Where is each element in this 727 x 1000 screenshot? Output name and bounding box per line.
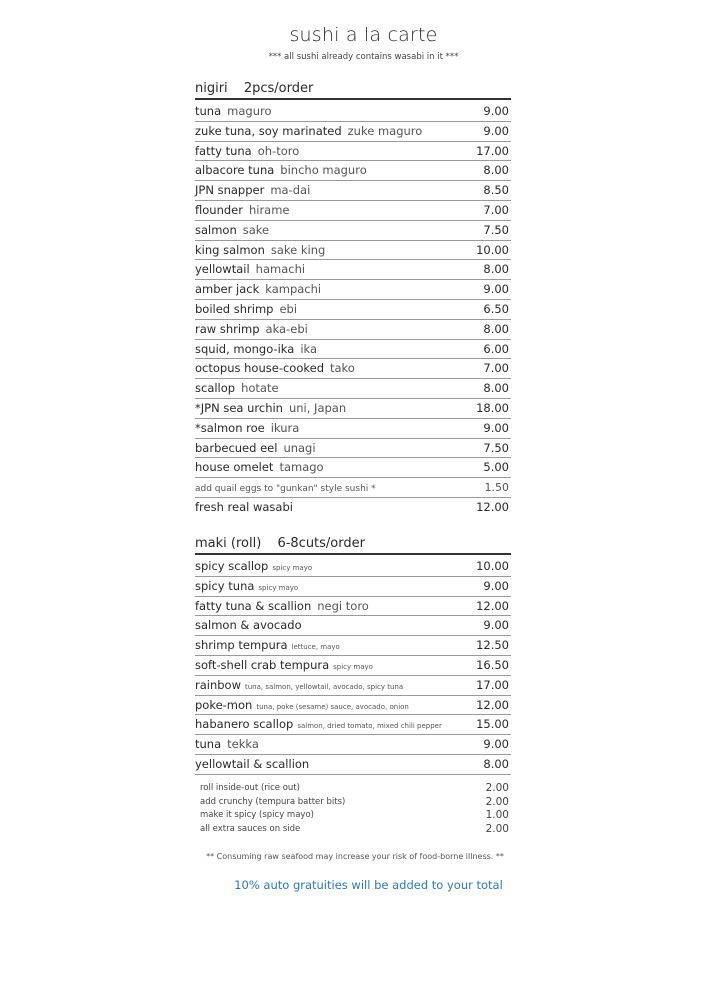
nigiri-item-name xyxy=(195,102,272,121)
nigiri-item-price: 8.00 xyxy=(483,321,509,336)
nigiri-item-price: 7.50 xyxy=(483,222,509,237)
nigiri-item-name xyxy=(195,458,324,477)
maki-item-price: 9.00 xyxy=(483,578,509,593)
maki-item-label: habanero scallop xyxy=(195,717,294,732)
nigiri-item-row xyxy=(195,280,511,300)
nigiri-item-price: 18.00 xyxy=(476,400,509,415)
maki-item-row xyxy=(195,676,511,696)
maki-item-name xyxy=(195,557,312,578)
nigiri-item-japanese-name: kampachi xyxy=(265,282,322,297)
nigiri-item-japanese-name: aka-ebi xyxy=(265,321,308,336)
nigiri-item-label: squid, mongo-ika xyxy=(195,341,295,356)
nigiri-item-label: yellowtail xyxy=(195,262,250,277)
maki-item-row xyxy=(195,696,511,716)
gratuity-notice: 10% auto gratuities will be added to your total xyxy=(234,878,503,892)
nigiri-heading xyxy=(195,80,511,100)
nigiri-item-name xyxy=(195,181,310,200)
maki-item-row xyxy=(195,557,511,577)
nigiri-heading-label: nigiri xyxy=(195,81,228,96)
maki-item-description: spicy mayo xyxy=(333,662,373,671)
maki-item-label: salmon & avocado xyxy=(195,618,302,633)
nigiri-item-name xyxy=(195,280,321,299)
nigiri-item-japanese-name: ikura xyxy=(270,420,300,435)
maki-item-price: 8.00 xyxy=(483,756,509,771)
quail-egg-price: 1.50 xyxy=(484,481,509,495)
maki-item-label: poke-mon xyxy=(195,697,253,712)
maki-item-description: tuna, salmon, yellowtail, avocado, spicy tuna xyxy=(245,682,404,691)
nigiri-item-name xyxy=(195,300,297,319)
nigiri-item-price: 8.00 xyxy=(483,262,509,277)
nigiri-item-price: 9.00 xyxy=(483,123,509,138)
maki-item-name xyxy=(195,735,259,754)
nigiri-item-japanese-name: hotate xyxy=(241,381,279,396)
maki-item-description: spicy mayo xyxy=(258,583,299,592)
maki-item-row xyxy=(195,636,511,656)
nigiri-item-japanese-name: zuke maguro xyxy=(347,123,423,138)
nigiri-item-japanese-name: sake king xyxy=(270,242,326,257)
nigiri-item-name xyxy=(195,419,299,438)
nigiri-item-japanese-name: sake xyxy=(242,222,270,237)
maki-item-description: salmon, dried tomato, mixed chili pepper xyxy=(297,722,442,731)
nigiri-item-name xyxy=(195,359,355,378)
nigiri-section xyxy=(195,80,511,518)
nigiri-item-japanese-name: ebi xyxy=(279,301,298,316)
maki-item-price: 9.00 xyxy=(483,618,509,633)
maki-item-price: 12.00 xyxy=(476,697,509,712)
extra-option-label: add crunchy (tempura batter bits) xyxy=(200,796,346,807)
nigiri-item-row xyxy=(195,122,511,142)
nigiri-item-label: *JPN sea urchin xyxy=(195,400,283,415)
nigiri-item-row xyxy=(195,161,511,181)
maki-item-japanese-name: negi toro xyxy=(317,598,369,613)
nigiri-item-name xyxy=(195,439,316,458)
nigiri-item-japanese-name: tamago xyxy=(279,460,324,475)
nigiri-item-name xyxy=(195,241,325,260)
extra-option-price: 2.00 xyxy=(485,782,509,794)
maki-item-row xyxy=(195,616,511,636)
nigiri-item-row xyxy=(195,260,511,280)
nigiri-item-price: 6.00 xyxy=(483,341,509,356)
nigiri-item-label: JPN snapper xyxy=(195,183,265,198)
nigiri-item-row xyxy=(195,359,511,379)
nigiri-item-name xyxy=(195,260,305,279)
maki-item-name xyxy=(195,577,298,598)
maki-item-row xyxy=(195,597,511,617)
extra-option-price: 2.00 xyxy=(485,795,509,808)
maki-item-row xyxy=(195,735,511,755)
extra-option-label: make it spicy (spicy mayo) xyxy=(200,810,314,820)
maki-item-name xyxy=(195,715,442,736)
extra-option-row xyxy=(200,823,511,837)
maki-per-order: 6-8cuts/order xyxy=(277,536,365,551)
nigiri-item-name xyxy=(195,201,290,220)
maki-item-description: lettuce, mayo xyxy=(291,643,340,652)
nigiri-item-row xyxy=(195,142,511,162)
maki-item-label: spicy tuna xyxy=(195,578,255,593)
nigiri-item-price: 17.00 xyxy=(476,143,509,158)
maki-item-price: 12.50 xyxy=(476,638,509,653)
nigiri-item-label: raw shrimp xyxy=(195,321,260,336)
nigiri-item-japanese-name: hirame xyxy=(248,202,290,217)
maki-item-name xyxy=(195,696,409,717)
extra-option-label: roll inside-out (rice out) xyxy=(200,783,300,793)
maki-section xyxy=(195,535,511,775)
maki-item-name xyxy=(195,656,373,677)
nigiri-item-row xyxy=(195,102,511,122)
nigiri-item-price: 7.50 xyxy=(483,440,509,455)
nigiri-item-japanese-name: uni, Japan xyxy=(288,400,347,415)
nigiri-item-japanese-name: tako xyxy=(330,361,355,376)
nigiri-item-row xyxy=(195,201,511,221)
nigiri-item-price: 8.00 xyxy=(483,381,509,396)
nigiri-item-row xyxy=(195,340,511,360)
maki-heading-label: maki (roll) xyxy=(195,536,262,551)
nigiri-item-row xyxy=(195,458,511,478)
nigiri-item-row xyxy=(195,379,511,399)
maki-item-label: yellowtail & scallion xyxy=(195,756,310,771)
maki-item-row xyxy=(195,755,511,775)
nigiri-item-japanese-name: ma-dai xyxy=(270,183,311,198)
nigiri-item-row xyxy=(195,399,511,419)
extra-option-price: 2.00 xyxy=(485,822,509,835)
nigiri-item-label: amber jack xyxy=(195,282,260,297)
maki-item-description: spicy mayo xyxy=(272,564,313,572)
maki-item-price: 17.00 xyxy=(476,677,509,692)
nigiri-item-row xyxy=(195,320,511,340)
nigiri-item-row xyxy=(195,181,511,201)
extra-option-row xyxy=(200,796,511,810)
nigiri-item-name xyxy=(195,320,308,339)
nigiri-item-price: 5.00 xyxy=(483,460,509,475)
nigiri-item-label: zuke tuna, soy marinated xyxy=(195,123,342,138)
nigiri-item-price: 9.00 xyxy=(483,420,509,435)
nigiri-item-japanese-name: unagi xyxy=(283,440,316,455)
maki-item-label: spicy scallop xyxy=(195,559,269,573)
nigiri-item-japanese-name: hamachi xyxy=(255,262,306,277)
extra-option-price: 1.00 xyxy=(485,809,509,821)
maki-item-row xyxy=(195,715,511,735)
nigiri-item-name xyxy=(195,399,346,418)
nigiri-item-price: 8.00 xyxy=(483,163,509,178)
nigiri-item-price: 9.00 xyxy=(483,282,509,297)
roll-extras xyxy=(200,782,511,836)
raw-seafood-disclaimer: ** Consuming raw seafood may increase your risk of food-borne illness. ** xyxy=(206,852,504,861)
nigiri-item-japanese-name: ika xyxy=(300,341,318,356)
maki-item-description: tuna, poke (sesame) sauce, avocado, onion xyxy=(256,702,409,711)
nigiri-item-name xyxy=(195,379,279,398)
nigiri-item-price: 6.50 xyxy=(483,301,509,316)
nigiri-item-name xyxy=(195,161,367,180)
maki-item-label: fatty tuna & scallion xyxy=(195,598,312,613)
maki-item-price: 16.50 xyxy=(476,657,509,672)
maki-item-price: 9.00 xyxy=(483,737,509,752)
nigiri-item-label: king salmon xyxy=(195,242,265,257)
maki-item-price: 12.00 xyxy=(476,598,509,613)
nigiri-item-label: octopus house-cooked xyxy=(195,361,324,376)
maki-item-name xyxy=(195,597,369,616)
nigiri-item-label: fatty tuna xyxy=(195,143,252,158)
maki-item-price: 10.00 xyxy=(476,559,509,573)
nigiri-item-label: salmon xyxy=(195,222,237,237)
nigiri-item-name xyxy=(195,142,299,161)
maki-item-price: 15.00 xyxy=(476,717,509,732)
maki-heading xyxy=(195,535,511,555)
nigiri-item-price: 8.50 xyxy=(483,183,509,198)
quail-egg-label: add quail eggs to "gunkan" style sushi * xyxy=(195,484,376,495)
nigiri-item-price: 7.00 xyxy=(483,202,509,217)
maki-item-name xyxy=(195,636,340,657)
nigiri-item-row xyxy=(195,221,511,241)
nigiri-item-label: tuna xyxy=(195,104,222,118)
page-title: sushi a la carte xyxy=(289,24,438,46)
maki-item-japanese-name: tekka xyxy=(227,737,259,752)
nigiri-item-label: albacore tuna xyxy=(195,163,275,178)
maki-item-label: soft-shell crab tempura xyxy=(195,657,330,672)
nigiri-item-japanese-name: maguro xyxy=(227,104,272,118)
nigiri-item-price: 10.00 xyxy=(476,242,509,257)
maki-item-label: shrimp tempura xyxy=(195,638,288,653)
maki-item-label: rainbow xyxy=(195,677,241,692)
nigiri-item-row xyxy=(195,439,511,459)
nigiri-item-name xyxy=(195,340,317,359)
nigiri-item-price: 9.00 xyxy=(483,104,509,118)
nigiri-item-row xyxy=(195,241,511,261)
nigiri-item-label: *salmon roe xyxy=(195,420,265,435)
nigiri-item-japanese-name: bincho maguro xyxy=(280,163,367,178)
extra-option-row xyxy=(200,782,511,796)
wasabi-row xyxy=(195,498,511,518)
wasabi-notice: *** all sushi already contains wasabi in it *** xyxy=(268,52,459,62)
nigiri-item-label: boiled shrimp xyxy=(195,301,274,316)
nigiri-item-label: barbecued eel xyxy=(195,440,278,455)
maki-item-name xyxy=(195,676,403,697)
extra-option-label: all extra sauces on side xyxy=(200,823,301,834)
wasabi-label: fresh real wasabi xyxy=(195,499,293,514)
maki-item-row xyxy=(195,656,511,676)
maki-item-name xyxy=(195,616,302,635)
nigiri-item-label: scallop xyxy=(195,381,236,396)
nigiri-item-name xyxy=(195,221,269,240)
nigiri-item-price: 7.00 xyxy=(483,361,509,376)
nigiri-item-label: house omelet xyxy=(195,460,274,475)
maki-item-name xyxy=(195,755,309,774)
wasabi-price: 12.00 xyxy=(476,499,509,514)
quail-egg-row xyxy=(195,478,511,498)
extra-option-row xyxy=(200,809,511,823)
nigiri-item-row xyxy=(195,300,511,320)
nigiri-item-name xyxy=(195,122,422,141)
nigiri-per-order: 2pcs/order xyxy=(243,81,314,96)
nigiri-item-japanese-name: oh-toro xyxy=(257,143,300,158)
nigiri-item-label: flounder xyxy=(195,202,243,217)
nigiri-item-row xyxy=(195,419,511,439)
maki-item-label: tuna xyxy=(195,737,222,752)
maki-item-row xyxy=(195,577,511,597)
